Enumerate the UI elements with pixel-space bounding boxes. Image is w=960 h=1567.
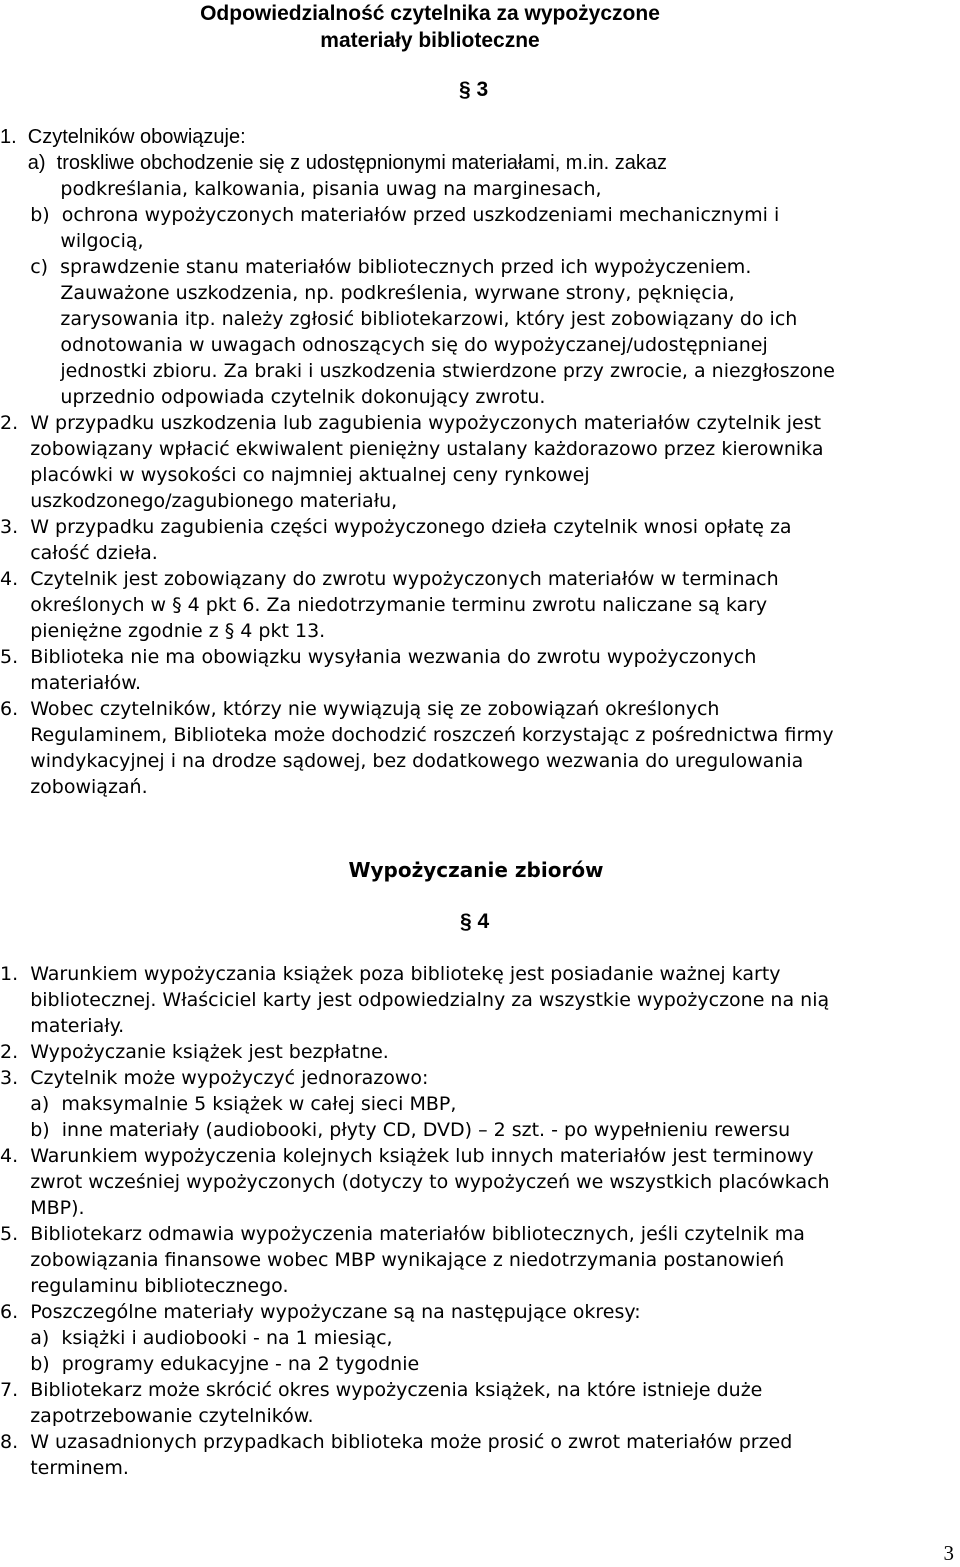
text-line [0, 987, 955, 1013]
text-line-content: 6. Poszczególne materiały wypożyczane są na następujące okresy: [0, 1301, 641, 1323]
text-line [0, 1039, 955, 1065]
text-line-content: uprzednio odpowiada czytelnik dokonujący zwrotu. [0, 386, 546, 408]
text-line-content: odnotowania w uwagach odnoszących się do wypożyczanej/udostępnianej [0, 334, 768, 356]
text-line [0, 358, 955, 384]
section-4-heading: Wypożyczanie zbiorów [348, 858, 604, 882]
section-4-body [0, 961, 955, 1481]
text-line [0, 1195, 955, 1221]
text-line [0, 1091, 955, 1117]
text-line [0, 202, 955, 228]
text-line [0, 514, 955, 540]
text-line [0, 696, 955, 722]
text-line-content: 4. Czytelnik jest zobowiązany do zwrotu wypożyczonych materiałów w terminach [0, 568, 779, 590]
text-line-content: c) sprawdzenie stanu materiałów bibliotecznych przed ich wypożyczeniem. [0, 256, 752, 278]
text-line [0, 436, 955, 462]
text-line [0, 410, 955, 436]
text-line [0, 722, 955, 748]
text-line [0, 124, 955, 150]
text-line-content: bibliotecznej. Właściciel karty jest odpowiedzialny za wszystkie wypożyczone na nią [0, 989, 830, 1011]
text-line [0, 644, 955, 670]
text-line-content: Zauważone uszkodzenia, np. podkreślenia, wyrwane strony, pęknięcia, [0, 282, 735, 304]
text-line-content: a) troskliwe obchodzenie się z udostępnionymi materiałami, m.in. zakaz [0, 152, 667, 174]
text-line-content: 1. Czytelników obowiązuje: [0, 126, 246, 148]
document-title [120, 0, 740, 54]
text-line-content: terminem. [0, 1457, 129, 1479]
text-line-content: zapotrzebowanie czytelników. [0, 1405, 314, 1427]
text-line [0, 228, 955, 254]
text-line-content: materiały. [0, 1015, 125, 1037]
text-line-content: podkreślania, kalkowania, pisania uwag na marginesach, [0, 178, 602, 200]
text-line [0, 1143, 955, 1169]
text-line-content: zobowiązań. [0, 776, 148, 798]
page-number: 3 [943, 1541, 954, 1565]
text-line-content: zobowiązany wpłacić ekwiwalent pieniężny ustalany każdorazowo przez kierownika [0, 438, 824, 460]
text-line-content: a) maksymalnie 5 książek w całej sieci MBP, [0, 1093, 457, 1115]
text-line-content: Regulaminem, Biblioteka może dochodzić roszczeń korzystając z pośrednictwa firmy [0, 724, 834, 746]
text-line [0, 150, 955, 176]
text-line [0, 462, 955, 488]
text-line-content: 2. Wypożyczanie książek jest bezpłatne. [0, 1041, 389, 1063]
text-line [0, 280, 955, 306]
text-line-content: zobowiązania finansowe wobec MBP wynikające z niedotrzymania postanowień [0, 1249, 785, 1271]
text-line [0, 1299, 955, 1325]
text-line [0, 748, 955, 774]
text-line-content: całość dzieła. [0, 542, 158, 564]
text-line-content: 2. W przypadku uszkodzenia lub zagubienia wypożyczonych materiałów czytelnik jest [0, 412, 822, 434]
text-line-content: b) inne materiały (audiobooki, płyty CD, DVD) – 2 szt. - po wypełnieniu rewersu [0, 1119, 791, 1141]
section-3-sign: § 3 [459, 78, 489, 101]
section-3-body [0, 124, 955, 800]
text-line-content: 4. Warunkiem wypożyczenia kolejnych książek lub innych materiałów jest terminowy [0, 1145, 814, 1167]
text-line [0, 774, 955, 800]
text-line [0, 961, 955, 987]
text-line-content: MBP). [0, 1197, 85, 1219]
text-line [0, 1169, 955, 1195]
text-line [0, 384, 955, 410]
text-line-content: 5. Biblioteka nie ma obowiązku wysyłania wezwania do zwrotu wypożyczonych [0, 646, 757, 668]
text-line-content: regulaminu bibliotecznego. [0, 1275, 289, 1297]
text-line [0, 1351, 955, 1377]
text-line-content: 7. Bibliotekarz może skrócić okres wypożyczenia książek, na które istnieje duże [0, 1379, 763, 1401]
text-line-content: 8. W uzasadnionych przypadkach biblioteka może prosić o zwrot materiałów przed [0, 1431, 793, 1453]
text-line-content: a) książki i audiobooki - na 1 miesiąc, [0, 1327, 393, 1349]
text-line-content: 3. Czytelnik może wypożyczyć jednorazowo: [0, 1067, 429, 1089]
text-line [0, 332, 955, 358]
text-line-content: uszkodzonego/zagubionego materiału, [0, 490, 398, 512]
text-line-content: 3. W przypadku zagubienia części wypożyczonego dzieła czytelnik wnosi opłatę za [0, 516, 792, 538]
text-line-content: materiałów. [0, 672, 142, 694]
text-line-content: wilgocią, [0, 230, 144, 252]
text-line [0, 254, 955, 280]
text-line-content: zarysowania itp. należy zgłosić bibliotekarzowi, który jest zobowiązany do ich [0, 308, 798, 330]
text-line-content: zwrot wcześniej wypożyczonych (dotyczy to wypożyczeń we wszystkich placówkach [0, 1171, 830, 1193]
title-line-1: Odpowiedzialność czytelnika za wypożyczone [200, 2, 660, 25]
text-line [0, 176, 955, 202]
text-line [0, 306, 955, 332]
section-4-sign: § 4 [460, 910, 490, 933]
text-line [0, 1455, 955, 1481]
text-line-content: jednostki zbioru. Za braki i uszkodzenia stwierdzone przy zwrocie, a niezgłoszone [0, 360, 835, 382]
text-line [0, 488, 955, 514]
text-line [0, 1403, 955, 1429]
text-line-content: b) ochrona wypożyczonych materiałów przed uszkodzeniami mechanicznymi i [0, 204, 780, 226]
text-line [0, 592, 955, 618]
text-line-content: określonych w § 4 pkt 6. Za niedotrzymanie terminu zwrotu naliczane są kary [0, 594, 768, 616]
text-line [0, 1117, 955, 1143]
text-line [0, 1013, 955, 1039]
text-line [0, 1247, 955, 1273]
text-line-content: placówki w wysokości co najmniej aktualnej ceny rynkowej [0, 464, 590, 486]
text-line-content: b) programy edukacyjne - na 2 tygodnie [0, 1353, 420, 1375]
text-line [0, 1065, 955, 1091]
text-line-content: 5. Bibliotekarz odmawia wypożyczenia materiałów bibliotecznych, jeśli czytelnik ma [0, 1223, 805, 1245]
text-line [0, 540, 955, 566]
text-line [0, 1273, 955, 1299]
text-line [0, 1221, 955, 1247]
text-line-content: 1. Warunkiem wypożyczania książek poza bibliotekę jest posiadanie ważnej karty [0, 963, 781, 985]
text-line [0, 618, 955, 644]
text-line-content: 6. Wobec czytelników, którzy nie wywiązują się ze zobowiązań określonych [0, 698, 720, 720]
title-line-2: materiały biblioteczne [320, 29, 540, 52]
text-line [0, 1325, 955, 1351]
text-line [0, 670, 955, 696]
text-line-content: windykacyjnej i na drodze sądowej, bez dodatkowego wezwania do uregulowania [0, 750, 804, 772]
text-line [0, 566, 955, 592]
text-line [0, 1429, 955, 1455]
text-line-content: pieniężne zgodnie z § 4 pkt 13. [0, 620, 326, 642]
text-line [0, 1377, 955, 1403]
